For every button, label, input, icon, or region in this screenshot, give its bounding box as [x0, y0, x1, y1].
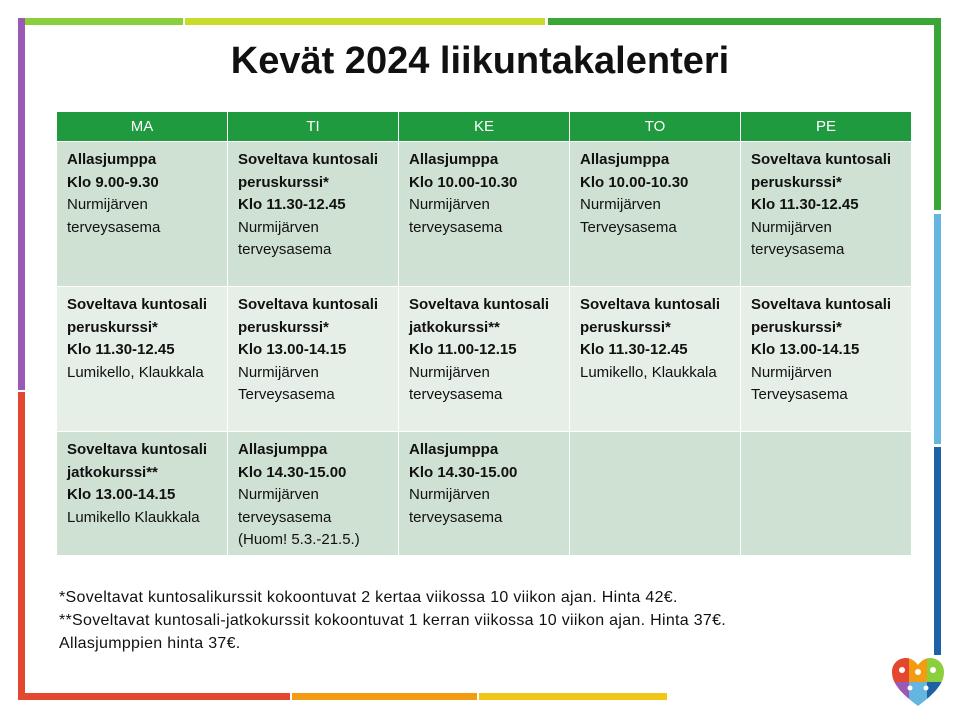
footnote: *Soveltavat kuntosalikurssit kokoontuvat 2 kertaa viikossa 10 viikon ajan. Hinta 42€.: [59, 589, 678, 606]
activity-name: Soveltava kuntosali peruskurssi*: [67, 296, 208, 336]
activity-place: Nurmijärven terveysasema: [409, 363, 503, 403]
activity-name: Soveltava kuntosali peruskurssi*: [751, 296, 892, 336]
activity-time: Klo 11.30-12.45: [580, 341, 688, 358]
heart-activity-logo-icon: [890, 656, 946, 713]
activity-name: Allasjumppa: [67, 151, 157, 168]
day-header: PE: [741, 112, 912, 142]
activity-time: Klo 13.00-14.15: [751, 341, 860, 358]
activity-place: Nurmijärven Terveysasema: [580, 196, 677, 236]
activity-time: Klo 10.00-10.30: [580, 173, 689, 191]
frame-bottom-orange: [292, 693, 477, 700]
frame-bottom-red: [18, 693, 290, 700]
activity-time: Klo 11.30-12.45: [751, 196, 859, 213]
day-header: MA: [57, 112, 228, 142]
activity-name: Allasjumppa: [238, 441, 328, 458]
activity-name: Soveltava kuntosali jatkokurssi**: [67, 441, 208, 481]
activity-time: Klo 13.00-14.15: [67, 486, 176, 503]
frame-right-blue: [934, 447, 941, 655]
activity-place: Nurmijärven terveysasema: [238, 218, 332, 258]
schedule-cell: [228, 287, 399, 432]
activity-place: Nurmijärven terveysasema: [238, 486, 332, 526]
activity-note: (Huom! 5.3.-21.5.): [238, 531, 360, 548]
schedule-cell: [57, 287, 228, 432]
activity-time: Klo 9.00-9.30: [67, 173, 159, 191]
activity-name: Allasjumppa: [409, 441, 499, 458]
table-header-row: [57, 112, 912, 142]
activity-place: Lumikello, Klaukkala: [67, 363, 204, 381]
schedule-cell: [399, 432, 570, 556]
day-header: TI: [228, 112, 399, 142]
activity-place: Nurmijärven terveysasema: [409, 486, 503, 526]
activity-name: Soveltava kuntosali peruskurssi*: [580, 296, 721, 336]
activity-name: Allasjumppa: [409, 151, 499, 168]
schedule-cell: [399, 287, 570, 432]
activity-name: Allasjumppa: [580, 151, 670, 168]
activity-place: Nurmijärven terveysasema: [67, 196, 161, 236]
schedule-cell: [57, 432, 228, 556]
schedule-cell: [570, 142, 741, 287]
activity-name: Soveltava kuntosali peruskurssi*: [751, 151, 892, 191]
schedule-cell-empty: [570, 432, 741, 556]
frame-top-yellow: [185, 18, 545, 25]
schedule-cell: [399, 142, 570, 287]
schedule-table: [56, 111, 912, 556]
activity-time: Klo 10.00-10.30: [409, 173, 518, 191]
day-header: TO: [570, 112, 741, 142]
frame-bottom-yellow: [479, 693, 667, 700]
schedule-cell: [228, 142, 399, 287]
activity-place: Nurmijärven Terveysasema: [751, 363, 848, 403]
activity-name: Soveltava kuntosali peruskurssi*: [238, 296, 379, 336]
activity-time: Klo 11.00-12.15: [409, 341, 517, 358]
footnote: Allasjumppien hinta 37€.: [59, 635, 241, 652]
table-row: [57, 432, 912, 556]
frame-left-red: [18, 392, 25, 699]
activity-name: Soveltava kuntosali peruskurssi*: [238, 151, 379, 191]
activity-time: Klo 13.00-14.15: [238, 341, 347, 358]
activity-time: Klo 11.30-12.45: [67, 341, 175, 358]
activity-time: Klo 11.30-12.45: [238, 196, 346, 213]
activity-place: Lumikello, Klaukkala: [580, 363, 717, 381]
frame-right-lightblue: [934, 214, 941, 444]
footnote: **Soveltavat kuntosali-jatkokurssit kokoontuvat 1 kerran viikossa 10 viikon ajan. Hinta 37€.: [59, 612, 727, 629]
day-header: KE: [399, 112, 570, 142]
activity-place: Nurmijärven terveysasema: [409, 196, 503, 236]
activity-time: Klo 14.30-15.00: [409, 463, 518, 481]
schedule-cell: [741, 142, 912, 287]
schedule-cell-empty: [741, 432, 912, 556]
frame-top-green: [18, 18, 183, 25]
table-row: [57, 142, 912, 287]
page-title: Kevät 2024 liikuntakalenteri: [230, 40, 730, 82]
schedule-cell: [741, 287, 912, 432]
table-row: [57, 287, 912, 432]
activity-place: Nurmijärven Terveysasema: [238, 363, 335, 403]
schedule-cell: [57, 142, 228, 287]
activity-name: Soveltava kuntosali jatkokurssi**: [409, 296, 550, 336]
frame-top-green-dark: [548, 18, 938, 25]
activity-place: Lumikello Klaukkala: [67, 508, 200, 526]
schedule-cell: [570, 287, 741, 432]
schedule-cell: [228, 432, 399, 556]
activity-time: Klo 14.30-15.00: [238, 463, 347, 481]
footnotes: [59, 586, 726, 655]
activity-place: Nurmijärven terveysasema: [751, 218, 845, 258]
